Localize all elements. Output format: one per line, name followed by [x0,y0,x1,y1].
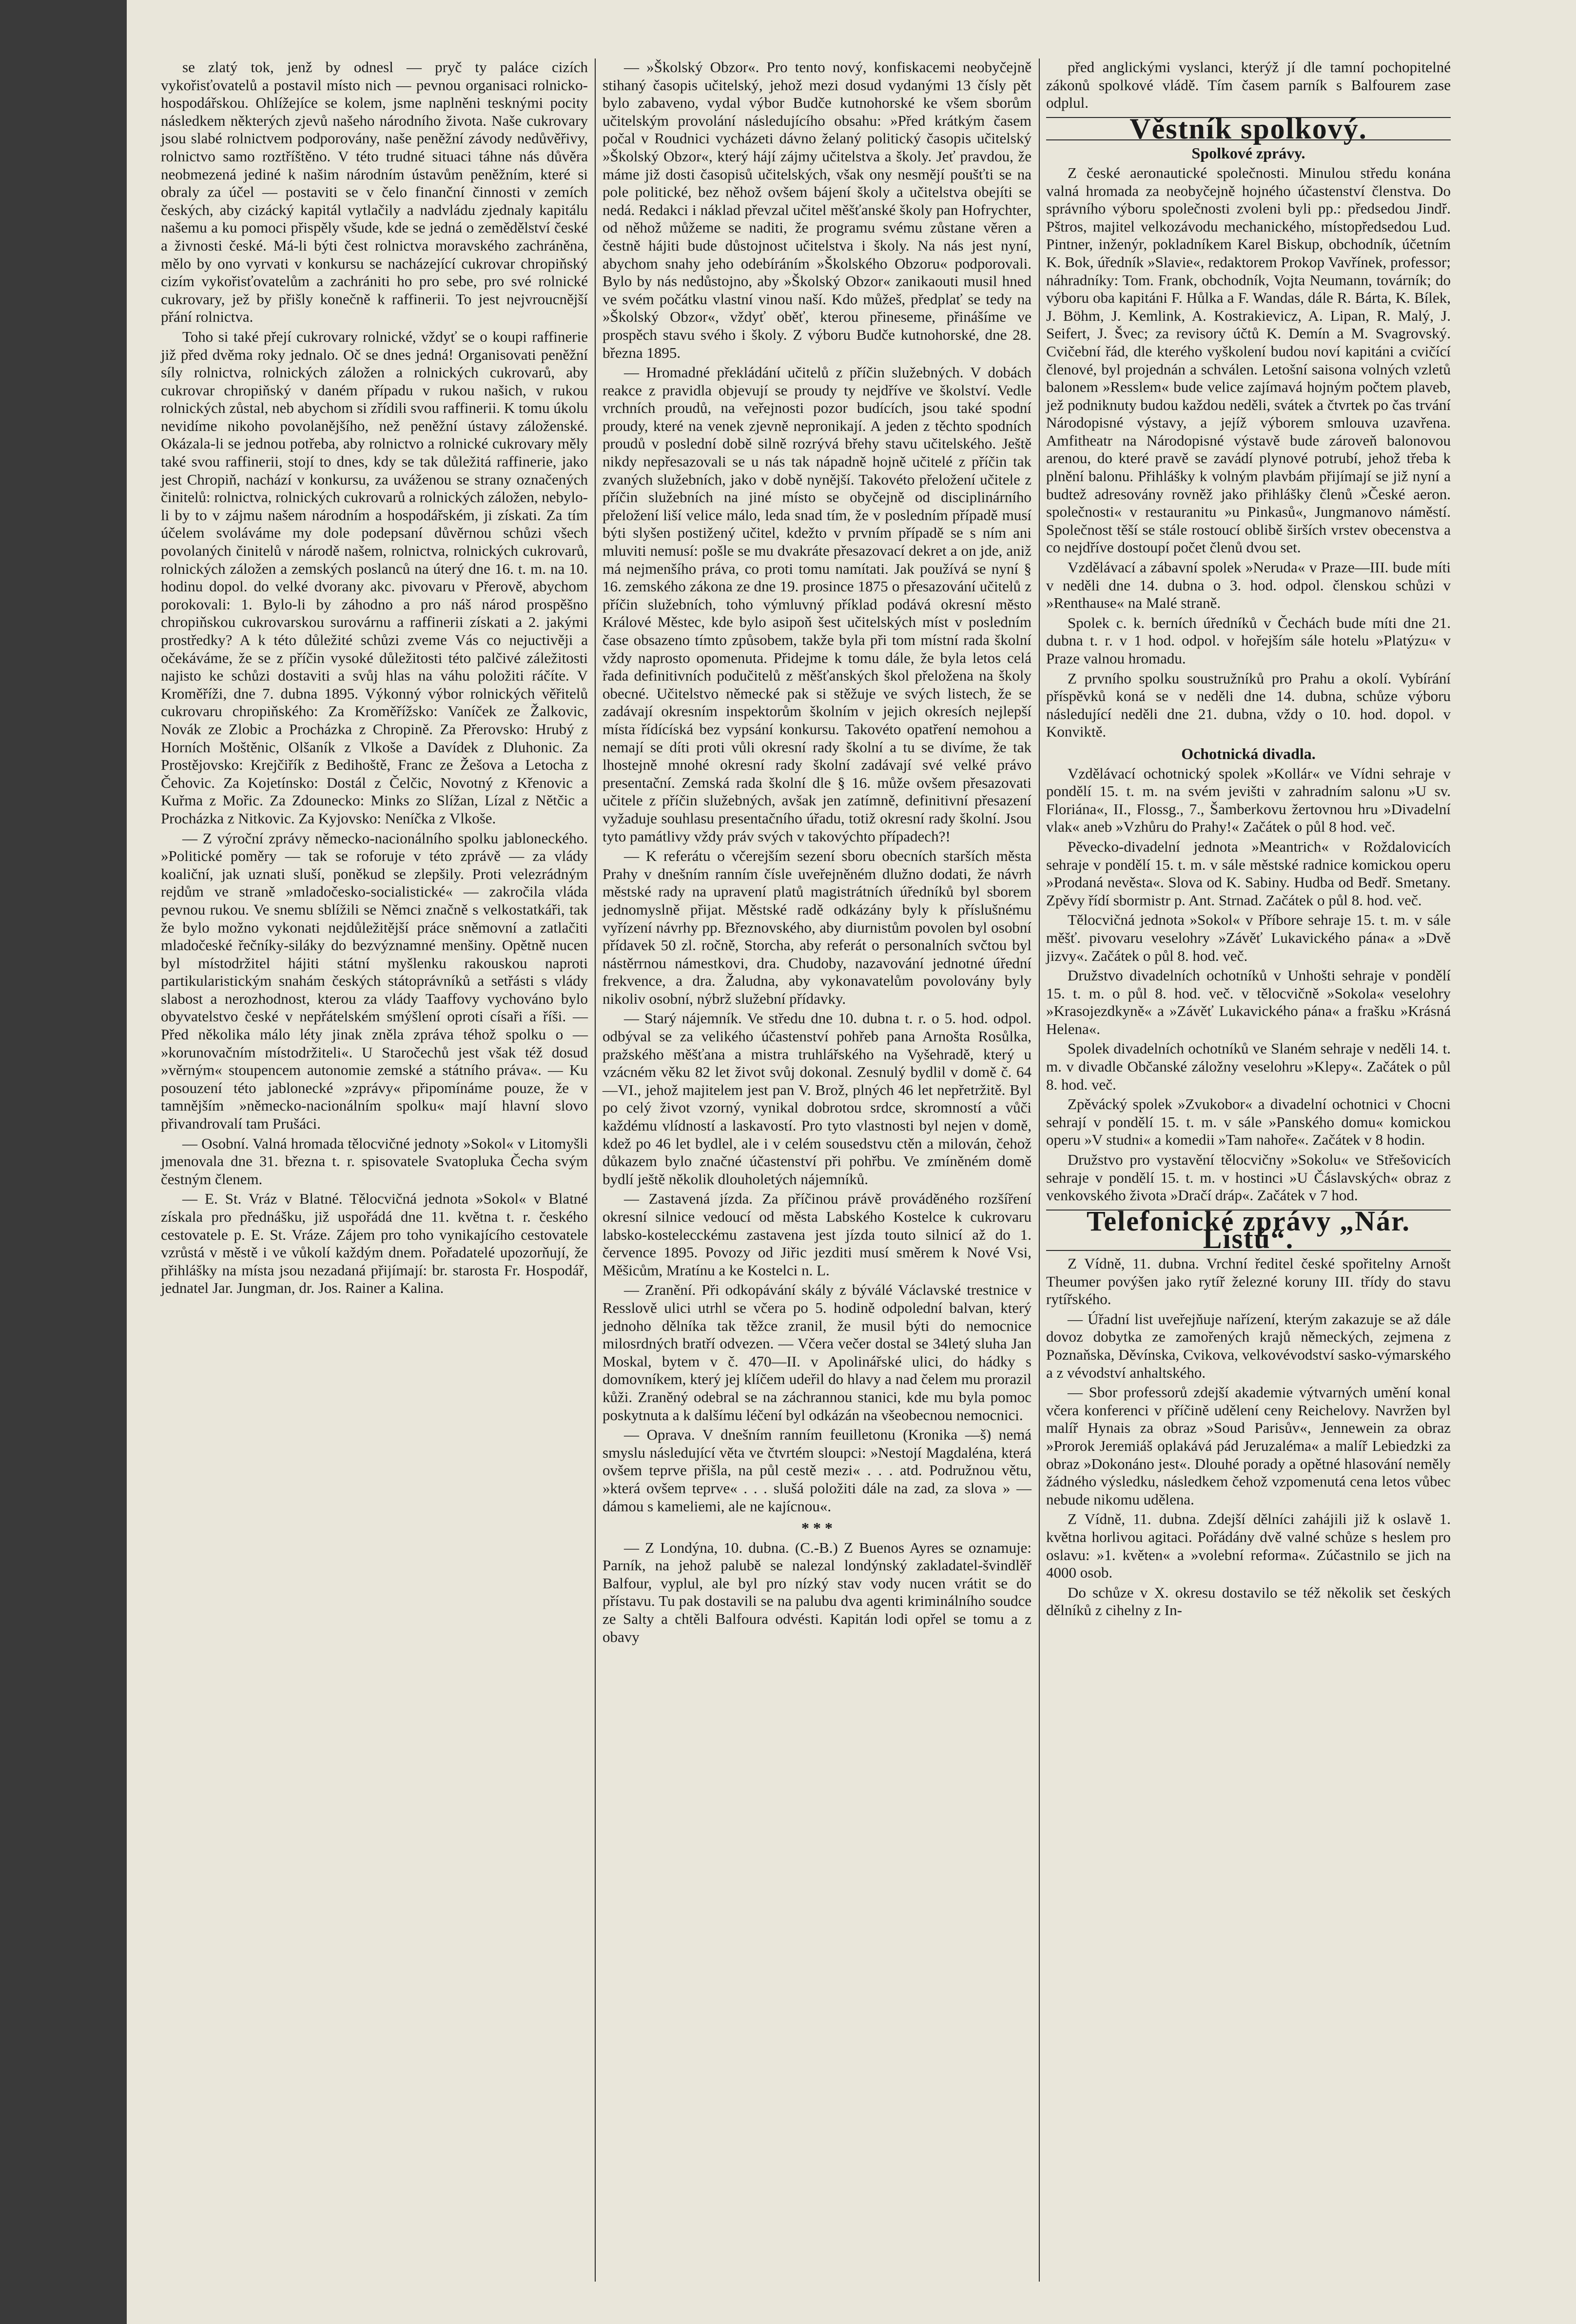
article-paragraph: Z Vídně, 11. dubna. Vrchní ředitel české spořitelny Arnošt Theumer povýšen jako rytíř železné koruny III. třídy do stavu rytířského. [1046,1255,1451,1308]
article-paragraph: Družstvo divadelních ochotníků v Unhošti sehraje v pondělí 15. t. m. o půl 8. hod. več. v tělocvičně »Sokola« veselohry »Krasojezdkyně« a »Závěť Lukavického pána« a frašku »Krásná Helena«. [1046,967,1451,1037]
section-heading: Spolkové zprávy. [1191,144,1305,162]
article-paragraph: Toho si také přejí cukrovary rolnické, vždyť se o koupi raffinerie již před dvěma roky jednalo. Oč se dnes jedná! Organisovati peněžní síly rolnictva, rolnických záložen a rolnických cukrovarů, aby cukrovar chropiňský v daném případu v rukou našich, v rukou rolnických zůstal, neb abychom si zřídili svou raffinerii. K tomu úkolu nevidíme nikoho povolanějšího, než peněžní ústavy záloženské. Okázala-li se jednou potřeba, aby rolnictvo a rolnické cukrovary měly také svou raffinerii, stojí to dnes, kdy se tak důležitá raffinerie, jako jest Chropiň, nachází v konkursu, za uváženou se strany označených činitelů: rolnictva, rolnických cukrovarů a rolnických záložen, nebylo-li by to v zájmu našem národním a hospodářském, ji získati. Za tím účelem svoláváme my dole podepsaní důvěrnou schůzi všech povolaných činitelů v národě našem, rolnictva, rolnických cukrovarů, rolnických záložen a zemských poslanců na úterý dne 16. t. m. na 10. hodinu dopol. do velké dvorany akc. pivovaru v Přerově, abychom porokovali: 1. Bylo-li by záhodno a pro náš národ prospěšno chropiňskou cukrovarskou surovárnu a raffinerii získati a 2. jakými prostředky? A k této důležité schůzi zveme Vás co nejuctivěji a očekáváme, že se z příčin vysoké důležitosti této palčivé záležitosti najisto ke schůzi dostaviti a svůj hlas na váhu položiti ráčíte. V Kroměříži, dne 7. dubna 1895. Výkonný výbor rolnických věřitelů cukrovaru chropiňského: Za Kroměřížsko: Vaníček ze Žalkovic, Novák ze Zlobic a Procházka z Chropině. Za Přerovsko: Hrubý z Horních Moštěnic, Olšaník z Vlkoše a Davídek z Dluhonic. Za Prostějovsko: Krejčiřík z Bedihoště, Franc ze Žešova a Letocha z Čehovic. Za Kojetínsko: Dostál z Čelčic, Novotný z Křenovic a Kuřma z Mořic. Za Zdounecko: Minks zo Slížan, Lízal z Nětčic a Procházka z Nitkovic. Za Kyjovsko: Neníčka z Vlkoše. [161,328,588,827]
column-3 [1046,59,1451,1620]
article-paragraph: — Zastavená jízda. Za příčinou právě prováděného rozšíření okresní silnice vedoucí od města Labského Kostelce k cukrovaru labsko-kostelecckému zastavena jest jízda touto silnicí až do 1. července 1895. Povozy od Jiřic jezditi musí směrem k Nové Vsi, Měšicům, Mratínu a ke Kostelci n. L. [603,1190,1031,1279]
article-paragraph: — Z Londýna, 10. dubna. (C.-B.) Z Buenos Ayres se oznamuje: Parník, na jehož palubě se nalezal londýnský zakladatel-švindlěř Balfour, vyplul, ale byl pro nízký stav vody nucen vrátit se do přístavu. Tu pak dostavili se na palubu dva agenti kriminálního soudce ze Salty a chtěli Balfoura odvésti. Kapitán lodi opřel se tomu a z obavy [603,1539,1031,1645]
article-paragraph: — E. St. Vráz v Blatné. Tělocvičná jednota »Sokol« v Blatné získala pro přednášku, již uspořádá dne 11. května t. r. českého cestovatele p. E. St. Vráze. Zájem pro toho vynikajícího cestovatele vzrůstá v městě i ve vůkolí každým dnem. Pořadatelé upozorňují, že přihlášky na místa jsou nezadaná přijímají: br. starosta Fr. Hospodář, jednatel Jar. Jungman, dr. Jos. Rainer a Kalina. [161,1190,588,1297]
article-paragraph: Do schůze v X. okresu dostavilo se též několik set českých dělníků z cihelny z In- [1046,1583,1451,1619]
article-paragraph: — Úřadní list uveřejňuje nařízení, kterým zakazuje se až dále dovoz dobytka ze zamořených krajů německých, zejmena z Poznaňska, Děvínska, Cvikova, velkovévodství sasko-výmarského a z vévodství anhaltského. [1046,1310,1451,1381]
article-paragraph: Pěvecko-divadelní jednota »Meantrich« v Roždalovicích sehraje v pondělí 15. t. m. v sále městské radnice komickou operu »Prodaná nevěsta«. Slova od K. Sabiny. Hudba od Bedř. Smetany. Zpěvy řídí sbormistr p. Ant. Strnad. Začátek o půl 8. hod. več. [1046,838,1451,909]
article-paragraph: — K referátu o včerejším sezení sboru obecních starších města Prahy v dnešním ranním čísle uveřejněném dlužno dodati, že návrh městské rady na upravení platů magistrátních úředníků byl sborem jednomyslně přijat. Městské radě odkázány byly k příslušnému vyřízení návrhy pp. Březnovského, aby diurnistům povolen byl osobní přídavek 50 zl. ročně, Storcha, aby referát o personalních svčtou byl nástěrrnou námestkovi, dra. Chudoby, nazavování jednotné úřední frekvence, a dra. Žaludna, aby vykonavatelům povolovány byly nikoliv osobní, nýbrž služební přídavky. [603,847,1031,1007]
article-paragraph: — Oprava. V dnešním ranním feuilletonu (Kronika —š) nemá smyslu následující věta ve čtvrtém sloupci: »Nestojí Magdaléna, která ovšem teprve přišla, na půl cestě mezi« . . . atd. Podružnou větu, »která ovšem teprve« . . . slušá položiti dále na zad, za slova » — dámou s kameliemi, ale ne kajícnou«. [603,1426,1031,1515]
article-paragraph: Spolek c. k. berních úředníků v Čechách bude míti dne 21. dubna t. r. v 1 hod. odpol. v hořejším sále hotelu »Platýzu« v Praze valnou hromadu. [1046,614,1451,667]
column-rule [1039,59,1040,2282]
article-paragraph: Z české aeronautické společnosti. Minulou středu konána valná hromada za neobyčejně hojného účastenství členstva. Do správního výboru společnosti zvoleni byli pp.: předsedou Jindř. Pštros, majitel velkozávodu mechanického, místopředsedou Lud. Pintner, inženýr, pokladníkem Karel Biskup, obchodník, účetním K. Bok, úředník »Slavie«, redaktorem Prokop Vavřínek, professor; náhradníky: Tom. Frank, obchodník, Vojta Neumann, továrník; do výboru oba kapitáni F. Hůlka a F. Wandas, dále R. Bárta, K. Bílek, J. Böhm, J. Kemlink, A. Kostrakievicz, A. Lipan, R. Malý, J. Seifert, J. Švec; za revisory účtů K. Demín a M. Svagrovský. Cvičební řád, dle kterého vyškolení budou noví kapitáni a cvičící členové, byl projednán a schválen. Letošní saisona volných vzletů balonem »Resslem« bude velice zajímavá hojným počtem plaveb, jež podniknuty budou každou neděli, svátek a čtvrtek po čas trvání Národopisné výstavy, a jejíž výborem smlouva uzavřena. Amfitheatr na Národopisné výstavě bude zároveň balonovou arenou, do které pravě se zavádí plynové potrubí, jehož třeba k plnění balonu. Přihlášky k volným plavbám přijímají se již nyní a budtež adresovány rovněž jako přihlášky členů »České aeron. společnosti« v restauranitu »u Pinkasů«, Jungmanovo náměstí. Společnost těší se stále rostoucí oblibě širších vrstev obecenstva a co nejdříve dostoupí počet členů dvou set. [1046,164,1451,556]
article-paragraph: — Hromadné překládání učitelů z příčin služebných. V dobách reakce z pravidla objevují se proudy ty nejdříve ve školství. Vedle vrchních proudů, na veřejnosti pozor budících, jsou také spodní proudy, které na venek zjevně nepronikají. A jeden z těchto spodních proudů v poslední době silně rozrývá břehy stavu učitelského. Ještě nikdy nepřesazovali se u nás tak nápadně hojně učitelé z příčin tak zvaných služebních, jako v době nynější. Takovéto přeložení učitele z příčin služebních na jiné místo se obyčejně od disciplinárního přeložení liší velice málo, leda snad tím, že v posledním případě musí býti slyšen postižený učitel, kdežto v prvním případě se s ním ani mluviti nemusí: pošle se mu dvakráte přesazovací dekret a on jde, aniž má nejmenšího práva, co proti tomu namítati. Jak používá se nyní § 16. zemského zákona ze dne 19. prosince 1875 o přesazování učitelů z příčin služebních, toho výmluvný příklad podává okresní město Králové Městec, kde bylo asipoň šest učitelských míst v posledním čase obsazeno tímto způsobem, takže byla při tom místní rada školní vždy naprosto opomenuta. Přidejme k tomu dále, že byla letos celá řada definitivních podučitelů z měšťanských škol přeložena na školy obecné. Učitelstvo německé pak si stěžuje ve svých listech, že se zadávají okresním inspektorům školním v jejich okresích nejlepší místa řídícíská bez vypsání konkursu. Takovéto opatření nemohou a nemají se díti proti vůli okresní rady školní a tu se divíme, že tak lhostejně mnohé okresní rady školní zadávají své velké právo presentační. Zemská rada školní dle § 16. může ovšem přesazovati učitele z příčin služebných, avšak jen zatímně, definitivní přesazení vyžaduje souhlasu presentačního úřadu, totiž okresní rady školní. Jsou tyto památlivy vždy práv svých v takovýchto případech?! [603,364,1031,845]
article-paragraph: Z Vídně, 11. dubna. Zdejší dělníci zahájili již k oslavě 1. května horlivou agitaci. Pořádány dvě valné schůze s heslem pro oslavu: »1. květen« a »volební reforma«. Zúčastnilo se jich na 4000 osob. [1046,1510,1451,1582]
article-paragraph: před anglickými vyslanci, kterýž jí dle tamní pochopitelné zákonů spolkové vládě. Tím časem parník s Balfourem zase odplul. [1046,59,1451,112]
article-paragraph: se zlatý tok, jenž by odnesl — pryč ty paláce cizích vykořisťovatelů a postavil místo nich — pevnou organisaci rolnicko-hospodářskou. Ohlížejíce se kolem, jsme naplněni tesknými pocity následkem některých zjevů našeho národního života. Naše cukrovary jsou slabé rolnictvem podporovány, naše peněžní závody nedůvěřivy, rolnictvo samo roztříštěno. V této trudné situaci táhne nás důvěra neobmezená jediné k našim národním ústavům peněžním, které si obraly za účel — postaviti se v čelo finanční činnosti v zemích českých, aby cizácký kapitál vytlačily a nadvládu zjednaly kapitálu našemu a ku pomoci přispěly všude, kde se jedná o zemědělství české a živnosti české. Má-li býti čest rolnictva moravského zachráněna, mělo by ono vyrvati v konkursu se nacházející cukrovar chropiňský cizím vykořisťovatelům a zachrániti ho pro sebe, pro své rolnické cukrovary, jež by přišly konečně k raffinerii. To jest nejvroucnější přání rolnictva. [161,59,588,326]
section-masthead: Telefonické zprávy „Nár. Listů“. [1046,1210,1451,1251]
column-1 [161,59,588,1297]
article-paragraph: — Starý nájemník. Ve středu dne 10. dubna t. r. o 5. hod. odpol. odbýval se za velikého účastenství pohřeb pana Arnošta Rosůlka, pražského měšťana a mistra truhlářského na Vyšehradě, který u vzácném věku 82 let život svůj dokonal. Zesnulý bydlil v domě č. 64—VI., jehož majitelem jest pan V. Brož, plných 46 let nepřetržitě. Byl po celý život vzorný, vynikal dobrotou srdce, skromností a vůči každému vlídností a laskavostí. Pro tyto vlastnosti byl nejen v domě, kdež po 46 let bydlel, ale i v celém sousedstvu ctěn a milován, čehož důkazem bylo značné účastenství při pohřbu. Ve zmíněném domě bydlí ještě několik dlouholetých nájemníků. [603,1010,1031,1188]
column-rule [595,59,596,2282]
article-paragraph: — »Školský Obzor«. Pro tento nový, konfiskacemi neobyčejně stihaný časopis učitelský, jehož mezi dosud vydanými 13 čísly pět bylo zabaveno, vydal výbor Budče kutnohorské ke všem sborům učitelským provolání následujícího obsahu: »Před krátkým časem počal v Roudnici vycházeti dávno želaný politický časopis učitelský »Školský Obzor«, který hájí zájmy učitelstva a školy. Jeť pravdou, že máme již dosti časopisů učitelských, však ony nesmějí poušťti se na pole politické, bez něhož ovšem bájení školy a učitelstva obejíti se nedá. Redakci i náklad převzal učitel měšťanské školy pan Hofrychter, od něhož můžeme se naditi, že programu svému zůstane věren a čestně hájiti bude důstojnost učitelstva i školy. Na nás jest nyní, abychom snahy jeho odebíráním »Školského Obzoru« podporovali. Bylo by nás nedůstojno, aby »Školský Obzor« zanikaouti musil hned ve svém počátku vlastní vinou naší. Kdo můžeš, předplať se tedy na »Školský Obzor«, vždyť oběť, kterou přineseme, přinášíme ve prospěch stavu svého i školy. Z výboru Budče kutnohorské, dne 28. března 1895. [603,59,1031,361]
article-paragraph: Vzdělávací ochotnický spolek »Kollár« ve Vídni sehraje v pondělí 15. t. m. na svém jevišti v zahradním salonu »U sv. Floriána«, II., Flossg., 7., Šamberkovu žertovnou hru »Divadelní vlak« aneb »Vzhůru do Prahy!« Začátek o půl 8 hod. več. [1046,764,1451,836]
article-paragraph: Družstvo pro vystavění tělocvičny »Sokolu« ve Střešovicích sehraje v pondělí 15. t. m. v hostinci »U Čáslavských« obraz z venkovského života »Dračí dráp«. Začátek v 7 hod. [1046,1151,1451,1204]
article-paragraph: Vzdělávací a zábavní spolek »Neruda« v Praze—III. bude míti v neděli dne 14. dubna o 3. hod. odpol. členskou schůzi v »Renthause« na Malé straně. [1046,559,1451,612]
article-paragraph: Z prvního spolku soustružníků pro Prahu a okolí. Vybírání příspěvků koná se v neděli dne 14. dubna, schůze výboru následující neděli dne 21. dubna, vždy o 10. hod. dopol. v Konviktě. [1046,669,1451,741]
article-paragraph: Zpěvácký spolek »Zvukobor« a divadelní ochotnici v Chocni sehrají v pondělí 15. t. m. v sále »Panského domu« komickou operu »V studni« a komedii »Tam nahoře«. Začátek v 8 hodin. [1046,1095,1451,1149]
article-paragraph: — Sbor professorů zdejší akademie výtvarných umění konal včera konferenci v příčině udělení ceny Reichelovy. Navržen byl malíř Hynais za obraz »Soud Parisův«, Jennewein za obraz »Prorok Jeremiáš oplakává pád Jeruzaléma« a malíř Lebiedzki za obraz »Dokonáno jest«. Dlouhé porady a opětné hlasování neměly žádného výsledku, následkem čehož vzpomenutá cena letos vůbec nebude nikomu udělena. [1046,1384,1451,1508]
section-masthead: Věstník spolkový. [1046,117,1451,141]
article-paragraph: Spolek divadelních ochotníků ve Slaném sehraje v neděli 14. t. m. v divadle Občanské záložny veselohru »Klepy«. Začátek o půl 8. hod. več. [1046,1040,1451,1093]
article-paragraph: — Zranění. Při odkopávání skály z býválé Václavské trestnice v Resslově ulici utrhl se včera po 5. hodině odpolední balvan, který jednoho dělníka tak těžce zranil, že musil býti do nemocnice milosrdných bratří odvezen. — Včera večer dostal se 34letý sluha Jan Moskal, bytem v č. 470—II. v Apolinářské ulici, do hádky s domovníkem, který jej klíčem udeřil do hlavy a nad čelem mu prorazil kůži. Zraněný odebral se na záchrannou stanici, kde mu byla pomoc poskytnuta a k dalšímu léčení byl odkázán na všeobecnou nemocnici. [603,1281,1031,1424]
section-heading: Ochotnická divadla. [1181,744,1316,762]
article-paragraph: — Z výroční zprávy německo-nacionálního spolku jabloneckého. »Politické poměry — tak se roforuje v této zprávě — za vlády koaliční, jak uznati sluší, poněkud se zlepšily. Proti velezrádným rejdům ve straně »mladočesko-socialistické« — zakročila vláda pevnou rukou. Ve snemu sblížili se Němci značně s velkostatkáři, tak že bylo možno vykonati nejdůležitější práce sněmovní a zatlačiti mladočeské řečníky-siláky do bezvýznamné menšiny. Opětně nucen byl místodržitel hájiti státní myšlenku rakouskou naproti partikularistickým snahám českých státoprávníků a setřásti s vlády slabost a nerozhodnost, kterou za vlády Taaffovy vychováno bylo obyvatelstvo české v nepřátelském smýšlení oproti císaři a říši. — Před několika málo léty jinak zněla zpráva téhož spolku o — »korunovačním místodržiteli«. U Staročechů jest však též dosud »věrným« stoupencem autonomie zemské a státního práva«. — Ku posouzení této jablonecké »zprávy« připomínáme pouze, že v tamnějším »německo-nacionálním spolku« mají hlavní slovo přivandrovalí tam Prušáci. [161,829,588,1133]
article-paragraph: — Osobní. Valná hromada tělocvičné jednoty »Sokol« v Litomyšli jmenovala dne 31. března t. r. spisovatele Svatopluka Čecha svým čestným členem. [161,1134,588,1188]
article-paragraph: Tělocvičná jednota »Sokol« v Příbore sehraje 15. t. m. v sále měšť. pivovaru veselohry »Závěť Lukavického pána« a »Dvě jizvy«. Začátek o půl 8. hod. več. [1046,911,1451,964]
column-2 [603,59,1031,1646]
section-separator: * * * [801,1519,833,1537]
